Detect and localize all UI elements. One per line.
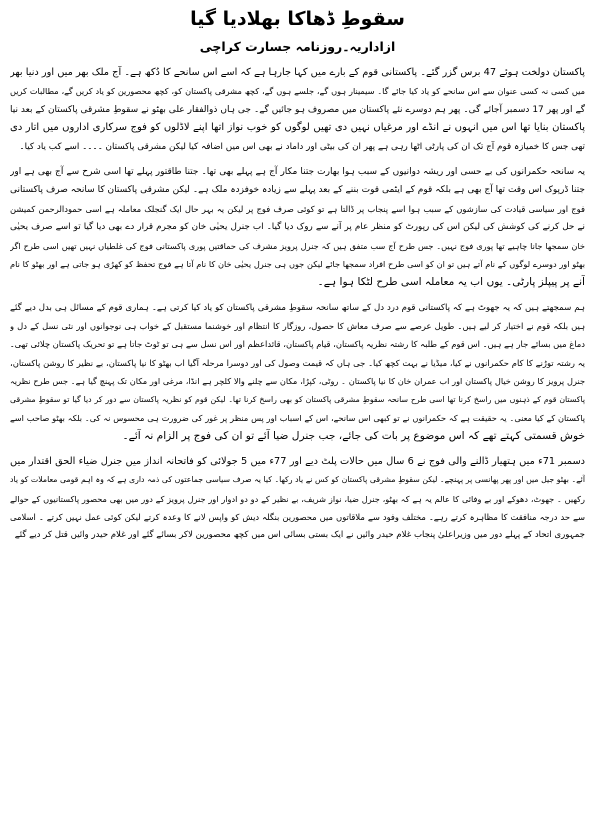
paragraph-line: دسمبر 71ء میں ہتھیار ڈالنے والی فوج نے 6 سال میں حالات پلٹ دیے اور 77ء میں 5 جولائی کو فاتحانہ انداز میں جنرل ضیاء الحق اقتدار میں (10, 455, 585, 467)
paragraph-line: پاکستان کے کیا معنی۔ یہ حقیقت ہے کہ حکمرانوں نے تو کبھی اس سانحے، اس کے اسباب اور پس منظر پر غور کی ضرورت ہی محسوس نہ کی۔ بلکہ بھٹو صاحب اسے (10, 413, 585, 424)
paragraph-line: یہ سانحہ حکمرانوں کی بے حسی اور ریشہ دوانیوں کے سبب ہوا بھارت جتنا مکار آج ہے پہلے بھی تھا۔ جتنا طاقتور پہلے تھا اسی شرح سے آج بھی ہے اور (10, 166, 585, 177)
article-paragraph (10, 299, 585, 446)
paragraph-line: جتنا ڈرپوک اس وقت تھا آج بھی ہے بلکہ قوم کے ایٹمی قوت بننے کے بعد پہلے سے زیادہ خوفزدہ ملک ہے۔ لیکن مشرقی پاکستان کا سانحہ صرف پاکستانی (10, 185, 585, 196)
paragraph-line: گے اور پھر 17 دسمبر آجائے گی۔ پھر ہم دوسرے نئے پاکستان میں مصروف ہو جائیں گے۔ جی ہاں ذوالفقار علی بھٹو نے سقوطِ مشرقی پاکستان کے بعد نیا (10, 104, 585, 115)
paragraph-line: خان سمجھا جانا چاہیے تھا پوری فوج نہیں۔ جس طرح آج سب متفق ہیں کہ جنرل پرویز مشرف کی حماقتیں پوری پاکستانی فوج کی غلطیاں نہیں تھیں اسی طرح اگر (10, 240, 585, 251)
article-headline: سقوطِ ڈھاکا بھلادیا گیا (190, 8, 405, 30)
paragraph-line: میں کسی نہ کسی عنوان سے اس سانحے کو یاد کیا جائے گا۔ سیمینار ہوں گے، جلسے ہوں گے، کچھ مشرقی پاکستان کو، کچھ محصورین کو یاد کریں گے، مطالبات کریں (10, 86, 585, 97)
paragraph-line: جنرل پرویز کا روشن خیال پاکستان اور اب عمران خان کا نیا پاکستان ۔ روٹی، کپڑا، مکان سے چلنے والا کلچر ہے انڈا، مرغی اور مکان تک پہنچ گیا ہے۔ جس طرح نظریہ (10, 376, 585, 387)
article-body (10, 64, 585, 545)
paragraph-line: نے حل کرنے کی کوشش کی لیکن اس کی رپورٹ کو منظر عام پر آنے سے روک دیا گیا۔ اب جنرل یحیٰی خان کو مجرم قرار دے بھی دیا گیا تو اسے صرف یحیٰی (10, 222, 585, 233)
article-paragraph (10, 163, 585, 292)
paragraph-line: فوج اور سیاسی قیادت کی سازشوں کے سبب ہوا اسے پنجاب پر ڈالتا ہے تو کوئی صرف فوج پر لیکن یہ بہر حال ایک گنجلک معاملہ ہے اسی حمودالرحمن کمیشن (10, 203, 585, 214)
paragraph-line: جمہوری اتحاد کے پہلے دور میں وزیراعلیٰ پنجاب غلام حیدر وائیں نے ایک بستی بسائی اس میں کچھ محصورین لاکر بسائے گئے اور غلام حیدر وائیں قتل کر دیے گئے (14, 530, 585, 541)
paragraph-line: خوش قسمتی کہتے تھے کہ اس موضوع پر بات کی جائے، جب جنرل ضیا آئے تو ان کی فوج پر الزام نہ آئے۔ (122, 430, 585, 443)
article-byline: ازاداریہ۔روزنامہ جسارت کراچی (199, 39, 396, 54)
paragraph-line: آئے۔ بھٹو جیل میں اور پھر پھانسی پر پہنچے۔ لیکن سقوطِ مشرقی پاکستان کو کس نے یاد رکھا۔ کیا یہ صرف سیاسی جماعتوں کی ذمہ داری ہے کہ وہ اہم قومی معاملات کو یاد (10, 475, 585, 485)
paragraph-line: پاکستان بنایا تھا اس میں انہوں نے انڈے اور مرغیاں نہیں دی تھیں لوگوں کو خوب نواز اتھا اپنے لاڈلوں کو فوج سرکاری اداروں میں اتار دی (10, 122, 585, 134)
paragraph-line: دماغ میں بسائے جار ہے ہیں۔ اس قوم کے طلبہ کا رشتہ نظریہ پاکستان، قیام پاکستان، قائداعظم اور اس نسل سے ہی تو ٹوٹ جاتا ہے تو تحریک پاکستان چلائی تھی۔ (10, 339, 585, 350)
article-paragraph (10, 453, 585, 545)
paragraph-line: ہم سمجھتے ہیں کہ یہ جھوٹ ہے کہ پاکستانی قوم درد دل کے ساتھ سانحہ سقوطِ مشرقی پاکستان کو یاد کیا کرتی ہے۔ ہماری قوم کے مسائل ہی بدل دیے گئے (10, 302, 585, 313)
paragraph-line: پاکستان دولخت ہوئے 47 برس گزر گئے۔ پاکستانی قوم کے بارے میں کہا جارہا ہے کہ اسے اس سانحے کا دُکھ ہے۔ آج ملک بھر میں اور دنیا بھر (10, 67, 585, 78)
paragraph-line: پاکستان قوم کے ذہنوں میں راسخ کرنا تھا اسی طرح سانحہ سقوطِ مشرقی پاکستان کو بھی راسخ کرنا تھا۔ لیکن قوم کو نظریہ پاکستان سے دور کر دیا گیا تو سقوطِ مشرقی (10, 394, 585, 404)
article-paragraph (10, 64, 585, 156)
paragraph-line: ہیں بلکہ قوم نے اختیار کر لیے ہیں۔ طویل عرصے سے صرف معاش کا حصول، روزگار کا انتظام اور خوشنما مستقبل کے خواب ہی نوجوانوں اور نئی نسل کے دل و (10, 321, 585, 332)
paragraph-line: سے حد درجہ منافقت کا مظاہرہ کرتے رہے۔ مختلف وفود سے ملاقاتوں میں محصورین بنگلہ دیش کو واپس لانے کا وعدہ کرتے لیکن کوئی عمل نہیں کرتے ۔ اسلامی (10, 511, 585, 522)
paragraph-line: آنے پر پیپلز پارٹی۔ یوں اب یہ معاملہ اسی طرح لٹکا ہوا ہے۔ (317, 276, 585, 289)
paragraph-line: رکھیں ۔ جھوٹ، دھوکے اور بے وفائی کا عالم یہ ہے کہ بھٹو، جنرل ضیا، نواز شریف، بے نظیر کے دو دو ادوار اور جنرل پرویز کے دور میں بھی محصور پاکستانیوں کے حوالے (10, 493, 585, 504)
paragraph-line: یہ رشتہ توڑنے کا کام حکمرانوں نے کیا، میڈیا نے بہت کچھ کیا۔ جی ہاں کہ قیمت وصول کی اور دوسرا مرحلہ آگیا اب بھٹو کا نیا پاکستان، بے نظیر کا روشن پاکستان، (10, 357, 585, 368)
paragraph-line: تھی جس کا خمیازہ قوم آج تک ان کی پارٹی اٹھا رہی ہے پھر ان کی بیٹی اور داماد نے بھی اس میں اضافہ کیا لیکن مشرقی پاکستان ۔۔۔۔ اسے کب یاد کیا۔ (19, 141, 585, 152)
paragraph-line: بھٹو اور دوسرے لوگوں کے نام آتے ہیں تو ان کو اسی طرح افراد سمجھا جائے لیکن جوں ہی جنرل یحیٰی خان کا نام آتا ہے فوج تحفظ کو کھڑی ہو جاتی ہے اور بھٹو کا نام (10, 258, 585, 269)
